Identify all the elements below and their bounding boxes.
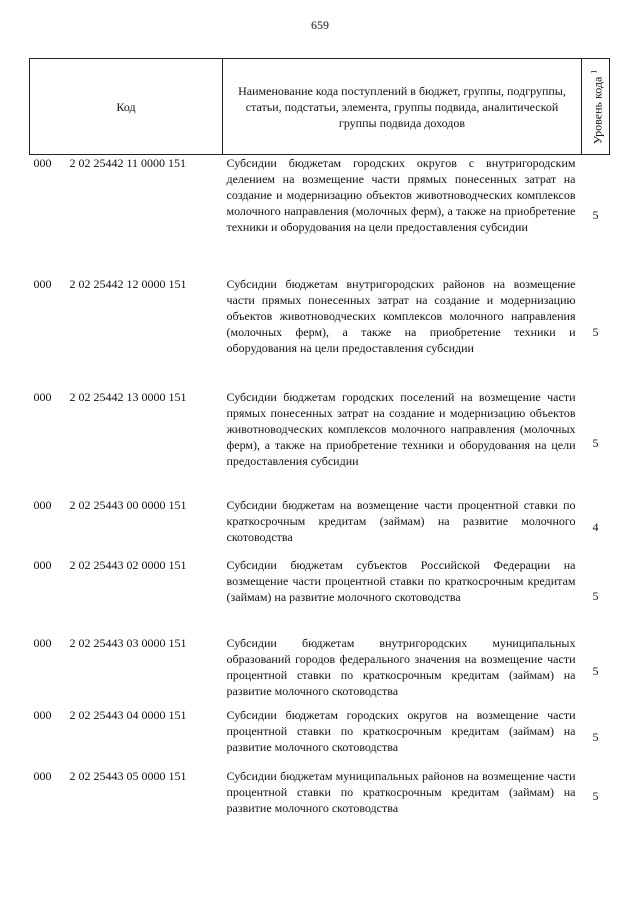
- admin-code: 000: [33, 557, 52, 572]
- code-cell: [30, 635, 223, 707]
- description-cell: Субсидии бюджетам муниципальных районов на возмещение части процентной ставки по краткосрочным кредитам (займам) на развитие молочного скотоводства: [226, 768, 576, 815]
- code-cell: [30, 497, 223, 557]
- budget-code: 2 02 25443 03 0000 151: [69, 635, 187, 650]
- description-cell: Субсидии бюджетам внутригородских муниципальных образований городов федерального значения на возмещение части процентной ставки по краткосрочным кредитам (займам) на развитие молочного скотоводства: [226, 635, 576, 698]
- table-row: [30, 155, 610, 276]
- header-level: [582, 59, 610, 155]
- admin-code: 000: [33, 276, 52, 291]
- level-cell: 5: [592, 325, 599, 339]
- level-cell: 5: [592, 588, 599, 603]
- table-row: [30, 707, 610, 768]
- budget-code: 2 02 25443 05 0000 151: [69, 768, 187, 783]
- table-row: [30, 389, 610, 497]
- level-cell: 4: [592, 519, 599, 534]
- description-cell: Субсидии бюджетам городских округов с внутригородским делением на возмещение части прямых понесенных затрат на создание и модернизацию объектов животноводческих комплексов молочного направления (молочных ферм), а также на приобретение техники и оборудования на цели предоставления субсидии: [226, 156, 576, 234]
- header-level-label: [586, 69, 605, 144]
- page-number: 659: [311, 18, 329, 32]
- budget-code: 2 02 25442 13 0000 151: [69, 389, 187, 404]
- admin-code: 000: [33, 389, 52, 404]
- table-header-row: [30, 59, 610, 155]
- admin-code: 000: [33, 768, 52, 783]
- header-level-footnote: 1: [589, 69, 598, 74]
- admin-code: 000: [33, 635, 52, 650]
- table-row: [30, 557, 610, 635]
- header-code: Код: [30, 59, 223, 155]
- table-row: [30, 497, 610, 557]
- level-cell: 5: [592, 788, 599, 803]
- code-cell: [30, 276, 223, 389]
- description-cell: Субсидии бюджетам городских округов на возмещение части процентной ставки по краткосрочным кредитам (займам) на развитие молочного скотоводства: [226, 707, 576, 754]
- table-row: [30, 635, 610, 707]
- description-cell: Субсидии бюджетам на возмещение части процентной ставки по краткосрочным кредитам (займам) на развитие молочного скотоводства: [226, 497, 576, 544]
- code-cell: [30, 768, 223, 824]
- header-name: Наименование кода поступлений в бюджет, группы, подгруппы, статьи, подстатьи, элемента, группы подвида, аналитической группы подвида доходов: [223, 59, 582, 155]
- code-cell: [30, 155, 223, 276]
- budget-code: 2 02 25443 02 0000 151: [69, 557, 187, 572]
- code-cell: [30, 389, 223, 497]
- level-cell: 5: [592, 435, 599, 450]
- level-cell: 5: [592, 730, 599, 744]
- description-cell: Субсидии бюджетам городских поселений на возмещение части прямых понесенных затрат на создание и модернизацию объектов животноводческих комплексов молочного направления (молочных ферм), а также на приобретение техники и оборудования на цели предоставления субсидии: [226, 389, 576, 468]
- table-row: [30, 768, 610, 824]
- budget-code: 2 02 25442 11 0000 151: [69, 156, 187, 170]
- budget-code: 2 02 25443 04 0000 151: [69, 707, 187, 722]
- budget-code: 2 02 25442 12 0000 151: [69, 276, 187, 291]
- level-cell: 5: [592, 208, 599, 223]
- income-codes-table: [29, 58, 610, 824]
- budget-code: 2 02 25443 00 0000 151: [69, 497, 187, 512]
- admin-code: 000: [33, 707, 52, 722]
- level-cell: 5: [592, 663, 599, 678]
- header-level-text: Уровень кода: [590, 76, 604, 144]
- admin-code: 000: [33, 156, 52, 170]
- code-cell: [30, 557, 223, 635]
- code-cell: [30, 707, 223, 768]
- admin-code: 000: [33, 497, 52, 512]
- table-row: [30, 276, 610, 389]
- description-cell: Субсидии бюджетам субъектов Российской Федерации на возмещение части процентной ставки по краткосрочным кредитам (займам) на развитие молочного скотоводства: [226, 557, 576, 604]
- description-cell: Субсидии бюджетам внутригородских районов на возмещение части прямых понесенных затрат на создание и модернизацию объектов животноводческих комплексов молочного направления (молочных ферм), а также на приобретение техники и оборудования на цели предоставления субсидии: [226, 276, 576, 355]
